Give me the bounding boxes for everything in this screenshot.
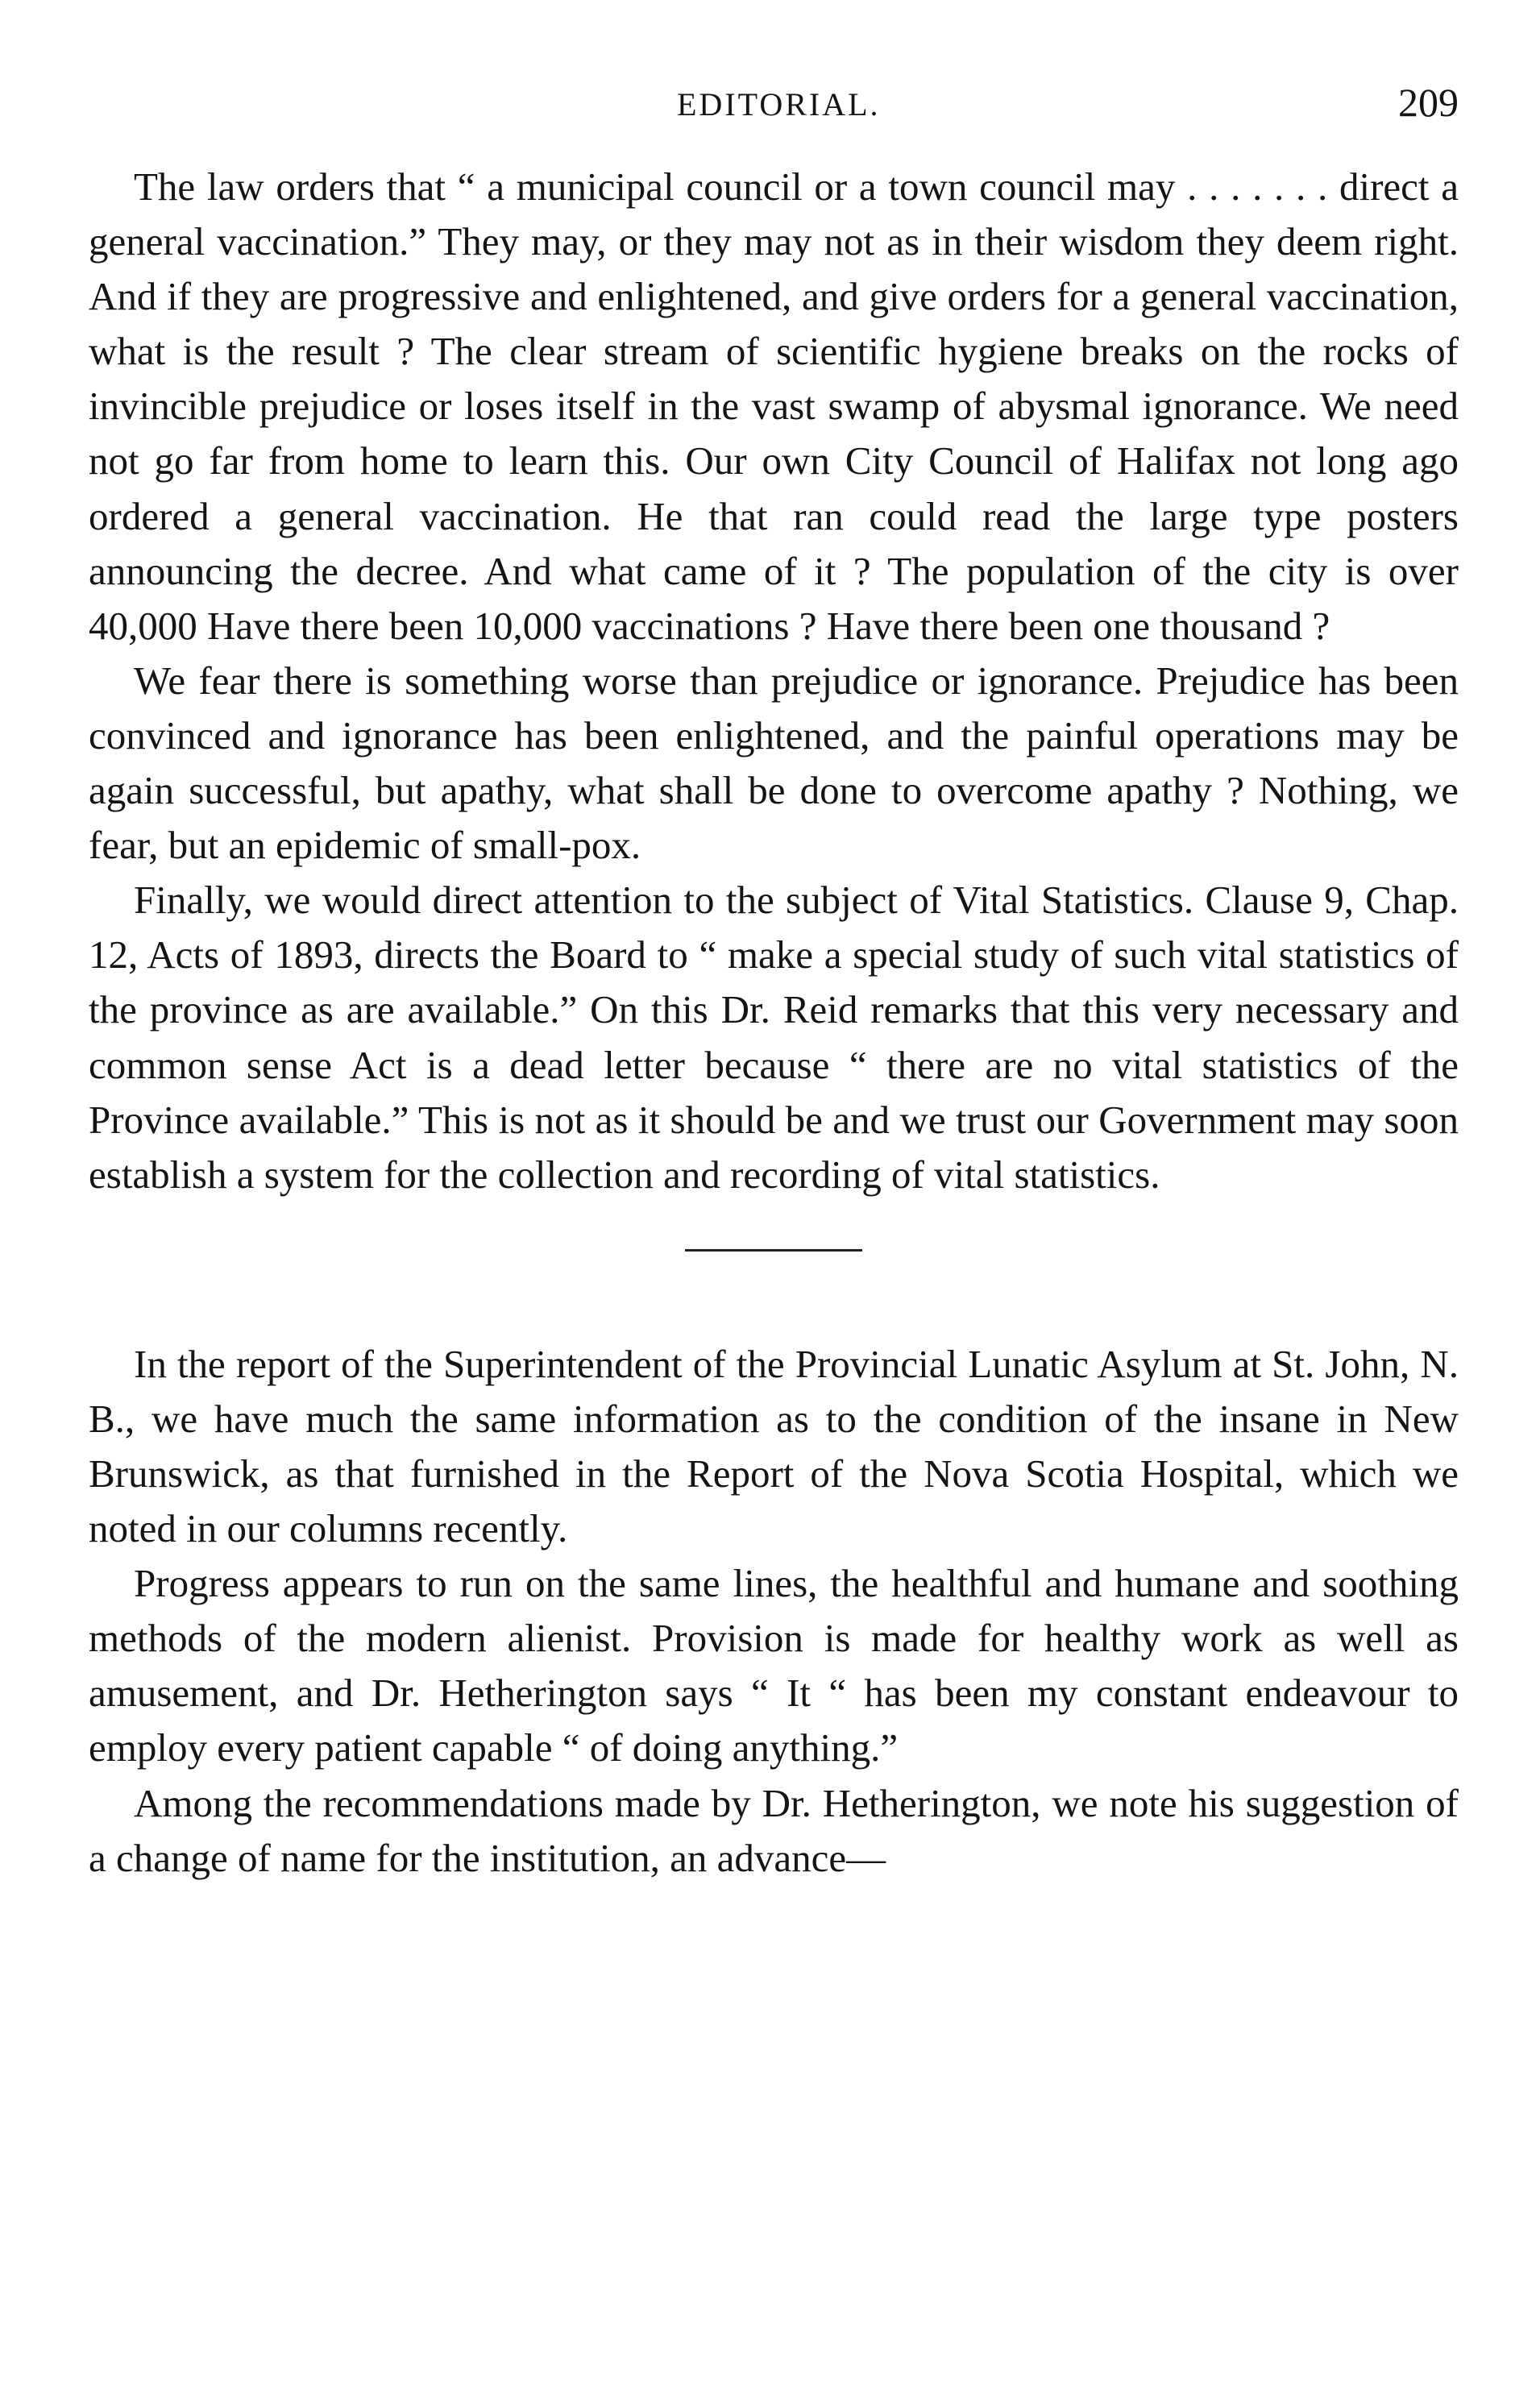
section-divider bbox=[685, 1249, 862, 1252]
paragraph-vaccination: The law orders that “ a municipal council or a town council may . . . . . . . direct a general vaccination.” They may, or they may not as in their wisdom they deem right. And if they are progressive and enlightened, and give orders for a general vaccination, what is the result ? The clear stream of scientific hygiene breaks on the rocks of invincible prejudice or loses itself in the vast swamp of abysmal ignorance. We need not go far from home to learn this. Our own City Council of Halifax not long ago ordered a general vaccination. He that ran could read the large type posters announcing the decree. And what came of it ? The population of the city is over 40,000 Have there been 10,000 vaccinations ? Have there been one thousand ? bbox=[89, 164, 1459, 648]
paragraph-vital-statistics: Finally, we would direct attention to the subject of Vital Statistics. Clause 9, Chap. 12, Acts of 1893, directs the Board to “ make a special study of such vital statistics of the province as are available.” On this Dr. Reid remarks that this very necessary and common sense Act is a dead letter because “ there are no vital statistics of the Province available.” This is not as it should be and we trust our Government may soon establish a system for the collection and recording of vital statistics. bbox=[89, 878, 1459, 1197]
paragraph-apathy: We fear there is something worse than prejudice or ignorance. Prejudice has been convinced and ignorance has been enlightened, and the painful operations may be again successful, but apathy, what shall be done to overcome apathy ? Nothing, we fear, but an epidemic of small-pox. bbox=[89, 658, 1459, 868]
body-text bbox=[89, 160, 1459, 1886]
page-number: 209 bbox=[1398, 80, 1459, 125]
running-header bbox=[89, 79, 1459, 135]
paragraph-progress: Progress appears to run on the same lines, the healthful and humane and soothing methods of the modern alienist. Provision is made for healthy work as well as amusement, and Dr. Hetherington says “ It “ has been my constant endeavour to employ every patient capable “ of doing anything.” bbox=[89, 1561, 1459, 1770]
paragraph-asylum-report: In the report of the Superintendent of the Provincial Lunatic Asylum at St. John, N. B., we have much the same information as to the condition of the insane in New Brunswick, as that furnished in the Report of the Nova Scotia Hospital, which we noted in our columns recently. bbox=[89, 1341, 1459, 1551]
paragraph-recommendations: Among the recommendations made by Dr. Hetherington, we note his suggestion of a change of name for the institution, an advance— bbox=[89, 1780, 1459, 1880]
section-title: EDITORIAL. bbox=[677, 86, 881, 122]
